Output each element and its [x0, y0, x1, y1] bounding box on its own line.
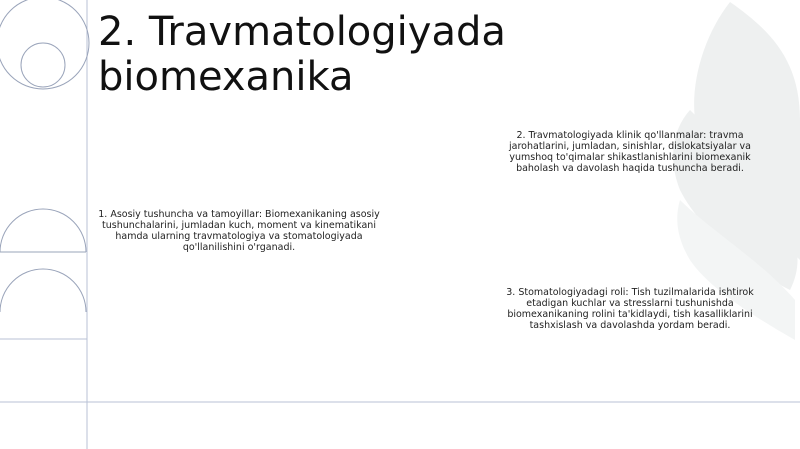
slide-title: [98, 10, 618, 100]
slide-title-line-2: biomexanika: [98, 54, 354, 100]
point-clinical-applications: 2. Travmatologiyada klinik qo'llanmalar: travma jarohatlarini, jumladan, sinishlar, dislokatsiyalar va yumshoq to'qimalar shikastlanishlarini biomexanik baholash va davolash haqida tushuncha beradi.: [509, 130, 751, 174]
slide-title-line-1: 2. Travmatologiyada: [98, 9, 506, 55]
point-dentistry-role: 3. Stomatologiyadagi roli: Tish tuzilmalarida ishtirok etadigan kuchlar va stresslarni tushunishda biomexanikaning rolini ta'kidlaydi, tish kasalliklarini tashxislash va davolashda yordam beradi.: [506, 287, 754, 331]
point-basic-concepts: 1. Asosiy tushuncha va tamoyillar: Biomexanikaning asosiy tushunchalarini, jumladan kuch, moment va kinematikani hamda ularning travmatologiya va stomatologiyada qo'llanilishini o'rganadi.: [98, 209, 380, 253]
decorative-circles: [0, 0, 89, 312]
